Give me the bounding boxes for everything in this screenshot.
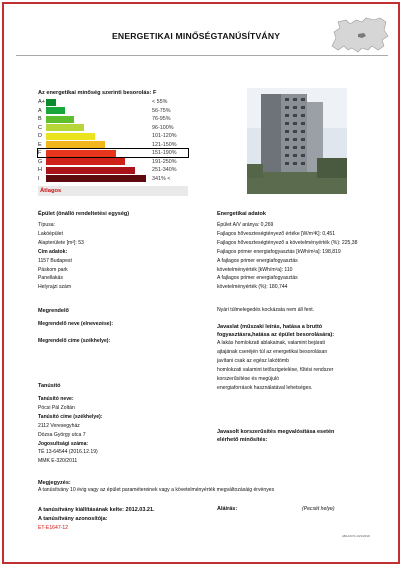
rating-bar: [46, 150, 116, 157]
building-address-line: Panellakás: [38, 275, 63, 282]
rating-range: 191-250%: [152, 158, 177, 165]
rating-row-f: [38, 149, 188, 157]
building-heading: Épület (önálló rendeltetési egység): [38, 211, 130, 217]
note-section: [38, 480, 378, 495]
rating-bar: [46, 175, 146, 182]
building-address-label: Cím adatok:: [38, 248, 68, 255]
header: [16, 16, 388, 56]
proposal-line: ajtajának cseréjén túl az energetikai besorolásan: [217, 348, 328, 355]
rating-title: Az energetikai minőség szerinti besorolás: F: [38, 90, 157, 96]
building-photo: [247, 88, 347, 194]
proposal-line: A lakás homlokzati ablakainak, valamint bejárati: [217, 340, 325, 346]
rating-letter: D: [38, 133, 42, 139]
recommended-heading-line: Javasolt korszerűsítés megvalósítása esetén: [217, 429, 335, 435]
certifier-license-line: MMK E-320/2011: [38, 458, 78, 465]
proposal-section: [217, 323, 387, 392]
rating-row-e: [38, 141, 188, 149]
rating-row-a: [38, 107, 188, 115]
rating-range: 251-340%: [152, 167, 177, 173]
certifier-license-label: Jogosultsági száma:: [38, 440, 89, 447]
energy-rating-scale: [38, 98, 188, 184]
certificate-id: ET-E1647-12: [38, 525, 69, 531]
overheating-text: Nyári túlmelegedés kockázata nem áll fent.: [217, 307, 315, 313]
rating-bar: [46, 141, 105, 148]
rating-range: 101-120%: [152, 133, 177, 139]
rating-bar: [46, 99, 56, 106]
certifier-heading: Tanúsító: [38, 383, 61, 389]
rating-letter: E: [38, 141, 42, 148]
certifier-section: [38, 383, 208, 466]
certifier-name-label: Tanúsító neve:: [38, 396, 74, 402]
rating-letter: B: [38, 116, 42, 122]
rating-bar: [46, 133, 95, 140]
proposal-line: korszerűsítése és megújuló: [217, 375, 280, 382]
energy-line: Fajlagos hőveszteségtényező értéke [W/m³K]: 0,451: [217, 230, 336, 237]
building-type-value: Lakóépület: [38, 230, 63, 237]
note-text: A tanúsítvány 10 évig vagy az épület paramétereinek vagy a követelményérték megváltozásáig érvényes: [38, 487, 275, 493]
rating-letter: C: [38, 124, 42, 131]
recommended-rating-section: [217, 428, 387, 444]
certificate-title: ENERGETIKAI MINŐSÉGTANÚSÍTVÁNY: [112, 31, 281, 41]
energy-line: Fajlagos hőveszteségtényező a követelményérték (%): 225,38: [217, 239, 358, 246]
energy-line: Fajlagos primer energiafogyasztás [kWh/m²a]: 198,819: [217, 248, 341, 255]
building-address-line: Páskom park: [38, 266, 68, 273]
rating-range: 151-190%: [152, 150, 177, 156]
rating-bar: [46, 124, 84, 131]
europe-map-icon: [328, 16, 390, 54]
certifier-license-line: TÉ 13-64544 (2016.12.19): [38, 449, 98, 456]
rating-row-g: [38, 158, 188, 166]
rating-row-d: [38, 132, 188, 140]
owner-heading: Megrendelő: [38, 308, 69, 314]
energy-heading: Energetikai adatok: [217, 211, 266, 217]
certifier-address-line: 2112 Veresegyház: [38, 422, 80, 429]
rating-letter: I: [38, 175, 40, 182]
rating-bar: [46, 107, 65, 114]
rating-bar: [46, 158, 125, 165]
certifier-name: Pócsi Pál Zoltán: [38, 404, 75, 411]
signature-label: Aláírás:: [217, 506, 238, 512]
owner-section: [38, 308, 208, 346]
rating-range: 76-95%: [152, 116, 171, 122]
overheating-note: [217, 306, 387, 315]
building-address-line: 1157 Budapest: [38, 257, 72, 264]
rating-range: 341% <: [152, 175, 171, 182]
certifier-address-line: Dózsa György utca 7: [38, 431, 86, 438]
proposal-heading-line: Javaslat (műszaki leírás, hatása a bruttó: [217, 324, 323, 330]
certificate-page: [2, 2, 400, 564]
stamp-placeholder: (Pecsét helye): [302, 506, 335, 512]
rating-range: < 55%: [152, 99, 168, 105]
rating-bar: [46, 116, 74, 123]
rating-row-c: [38, 124, 188, 132]
energy-section: [217, 211, 387, 292]
proposal-heading-line: fogyasztásra,hatása az épület besorolására):: [217, 332, 335, 338]
building-type-label: Típusa:: [38, 222, 55, 228]
building-section: [38, 211, 208, 292]
rating-row-h: [38, 166, 188, 174]
footer-issue: [38, 506, 218, 533]
proposal-line: javítani csak az egész lakótömb: [217, 357, 289, 364]
rating-letter: A: [38, 107, 42, 114]
rating-letter: A+: [38, 99, 45, 105]
rating-letter: H: [38, 167, 42, 173]
rating-bar: [46, 167, 135, 174]
energy-line: követelményérték (%): 180,744: [217, 284, 288, 291]
proposal-line: energiaforrások használatával lehetséges.: [217, 384, 313, 391]
energy-line: A fajlagos primer energiafogyasztás: [217, 257, 298, 264]
footer-small-print: ABLANYA 13/1/2019: [342, 534, 370, 538]
rating-range: 121-150%: [152, 141, 177, 148]
owner-name-label: Megrendelő neve (elnevezése):: [38, 321, 114, 327]
certifier-address-label: Tanúsító címe (székhelye):: [38, 413, 103, 420]
building-area: Alapterülete [m²]: 53: [38, 239, 84, 246]
energy-line: követelményérték [kWh/m²a]: 110: [217, 266, 293, 273]
recommended-heading-line: elérhető minősítés:: [217, 437, 268, 443]
rating-row-aplus: [38, 98, 188, 106]
proposal-line: homlokzati valamint tetőszigetelése, fűtési rendszer: [217, 366, 334, 373]
rating-letter: G: [38, 158, 43, 165]
building-address-line: Helyrajzi szám: [38, 284, 72, 291]
rating-range: 96-100%: [152, 124, 174, 131]
rating-row-b: [38, 115, 188, 123]
note-label: Megjegyzés:: [38, 480, 71, 486]
certificate-id-label: A tanúsítvány azonosítója:: [38, 516, 108, 522]
energy-line: Épület A/V aránya: 0,269: [217, 222, 274, 228]
rating-class-label: Átlagos: [38, 186, 188, 196]
rating-letter: F: [38, 150, 42, 156]
energy-line: A fajlagos primer energiafogyasztás: [217, 275, 298, 282]
rating-row-i: [38, 175, 188, 183]
rating-range: 56-75%: [152, 107, 171, 114]
issue-date: A tanúsítvány kiállításának kelte: 2012.03.21.: [38, 507, 155, 513]
owner-address-label: Megrendelő címe (székhelye):: [38, 337, 111, 344]
